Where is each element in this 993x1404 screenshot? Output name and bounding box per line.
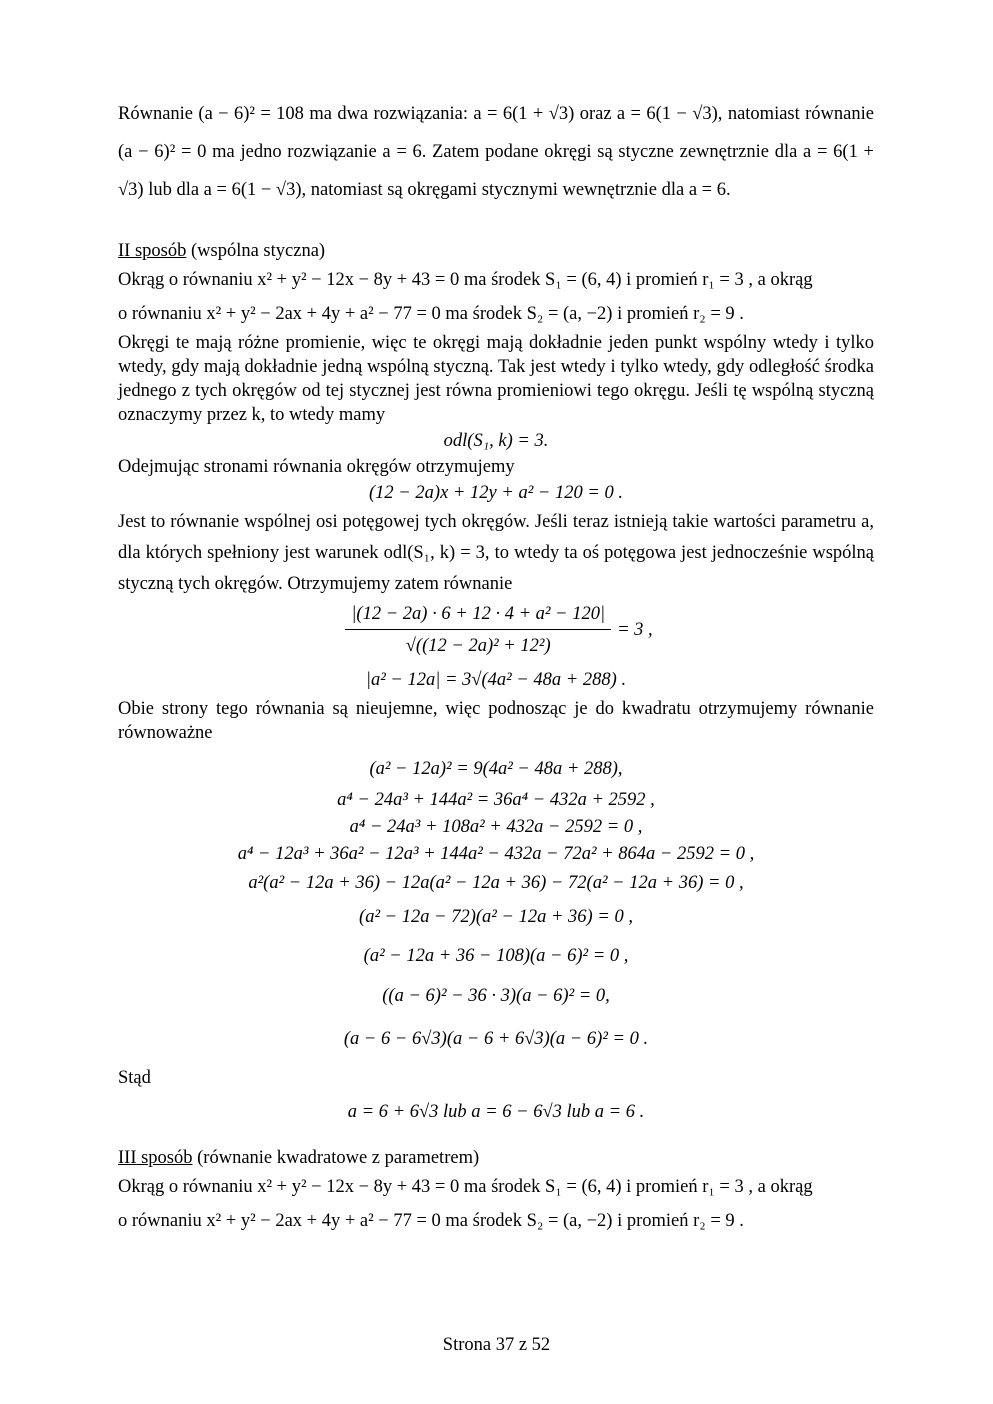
eq-power-axis: [118, 479, 874, 507]
derivation-step-text: (a² − 12a − 72)(a² − 12a + 36) = 0 ,: [359, 907, 633, 927]
derivation-step: [118, 936, 874, 976]
intro-paragraph: Równanie (a − 6)² = 108 ma dwa rozwiązania: a = 6(1 + √3) oraz a = 6(1 − √3), natomiast równanie (a − 6)² = 0 ma jedno rozwiązanie a = 6. Zatem podane okręgi są styczne zewnętrznie dla a = 6(1 + √3) lub dla a = 6(1 − √3), natomiast są okręgami stycznymi wewnętrznie dla a = 6.: [118, 104, 874, 200]
fraction: [345, 602, 611, 659]
method3-circle2: o równaniu x² + y² − 2ax + 4y + a² − 77 = 0 ma środek S₂ = (a, −2) i promień r₂ = 9 .: [118, 1211, 744, 1231]
fraction-numerator: |(12 − 2a) · 6 + 12 · 4 + a² − 120|: [345, 602, 611, 630]
final-result: [118, 1090, 874, 1134]
method3-heading: [118, 1146, 874, 1170]
method2-para4: Obie strony tego równania są nieujemne, więc podnosząc je do kwadratu otrzymujemy równanie równoważne: [118, 699, 874, 743]
eq-odl: [118, 427, 874, 455]
derivation-step: [118, 1016, 874, 1062]
derivation-step-text: (a² − 12a + 36 − 108)(a − 6)² = 0 ,: [363, 946, 629, 966]
method2-para2: Odejmując stronami równania okręgów otrzymujemy: [118, 457, 515, 477]
fraction-rhs: = 3 ,: [617, 619, 653, 640]
derivation-step: [118, 787, 874, 814]
fraction-denominator: √((12 − 2a)² + 12²): [405, 636, 551, 656]
method2-heading-rest: (wspólna styczna): [186, 241, 326, 261]
page-number: Strona 37 z 52: [442, 1335, 551, 1355]
final-result-text: a = 6 + 6√3 lub a = 6 − 6√3 lub a = 6 .: [347, 1102, 645, 1122]
derivation-step: [118, 898, 874, 936]
derivation-step: [118, 751, 874, 787]
derivation-step-text: a⁴ − 24a³ + 144a² = 36a⁴ − 432a + 2592 ,: [337, 790, 655, 810]
method2-para1: Okręgi te mają różne promienie, więc te okręgi mają dokładnie jeden punkt wspólny wtedy i tylko wtedy, gdy mają dokładnie jedną wspólną styczną. Tak jest wtedy i tylko wtedy, gdy odległość środka jednego z tych okręgów od tej stycznej jest równa promieniowi tego okręgu. Jeśli tę wspólną styczną oznaczymy przez k, to wtedy mamy: [118, 333, 874, 425]
derivation-step-text: a²(a² − 12a + 36) − 12a(a² − 12a + 36) − 72(a² − 12a + 36) = 0 ,: [248, 873, 744, 893]
method2-circle2: o równaniu x² + y² − 2ax + 4y + a² − 77 = 0 ma środek S₂ = (a, −2) i promień r₂ = 9 .: [118, 304, 744, 324]
method3-heading-label: III sposób: [118, 1148, 193, 1168]
page-content: [118, 95, 874, 1238]
method2-heading: [118, 239, 874, 263]
derivation-step: [118, 814, 874, 841]
derivation-step-text: (a² − 12a)² = 9(4a² − 48a + 288),: [369, 759, 623, 779]
stad-label: Stąd: [118, 1068, 151, 1088]
method2-circle1: Okrąg o równaniu x² + y² − 12x − 8y + 43 = 0 ma środek S₁ = (6, 4) i promień r₁ = 3 , a okrąg: [118, 270, 813, 290]
eq-power-axis-text: (12 − 2a)x + 12y + a² − 120 = 0 .: [369, 483, 623, 503]
eq-abs-text: |a² − 12a| = 3√(4a² − 48a + 288) .: [365, 670, 627, 690]
derivation-steps: [118, 751, 874, 1062]
method2-heading-label: II sposób: [118, 241, 187, 261]
derivation-step: [118, 976, 874, 1016]
eq-distance-fraction: [118, 602, 874, 659]
derivation-step-text: (a − 6 − 6√3)(a − 6 + 6√3)(a − 6)² = 0 .: [343, 1029, 649, 1049]
derivation-step: [118, 868, 874, 898]
eq-abs: [118, 663, 874, 697]
derivation-step-text: a⁴ − 24a³ + 108a² + 432a − 2592 = 0 ,: [349, 817, 643, 837]
derivation-step: [118, 841, 874, 868]
method2-para3: Jest to równanie wspólnej osi potęgowej tych okręgów. Jeśli teraz istnieją takie wartości parametru a, dla których spełniony jest warunek odl(S₁, k) = 3, to wtedy ta oś potęgowa jest jednocześnie wspólną styczną tych okręgów. Otrzymujemy zatem równanie: [118, 512, 874, 594]
method3-heading-rest: (równanie kwadratowe z parametrem): [192, 1148, 480, 1168]
derivation-step-text: ((a − 6)² − 36 · 3)(a − 6)² = 0,: [382, 986, 610, 1006]
eq-odl-text: odl(S₁, k) = 3.: [443, 431, 549, 451]
method3-circle1: Okrąg o równaniu x² + y² − 12x − 8y + 43 = 0 ma środek S₁ = (6, 4) i promień r₁ = 3 , a okrąg: [118, 1177, 813, 1197]
derivation-step-text: a⁴ − 12a³ + 36a² − 12a³ + 144a² − 432a − 72a² + 864a − 2592 = 0 ,: [237, 844, 755, 864]
